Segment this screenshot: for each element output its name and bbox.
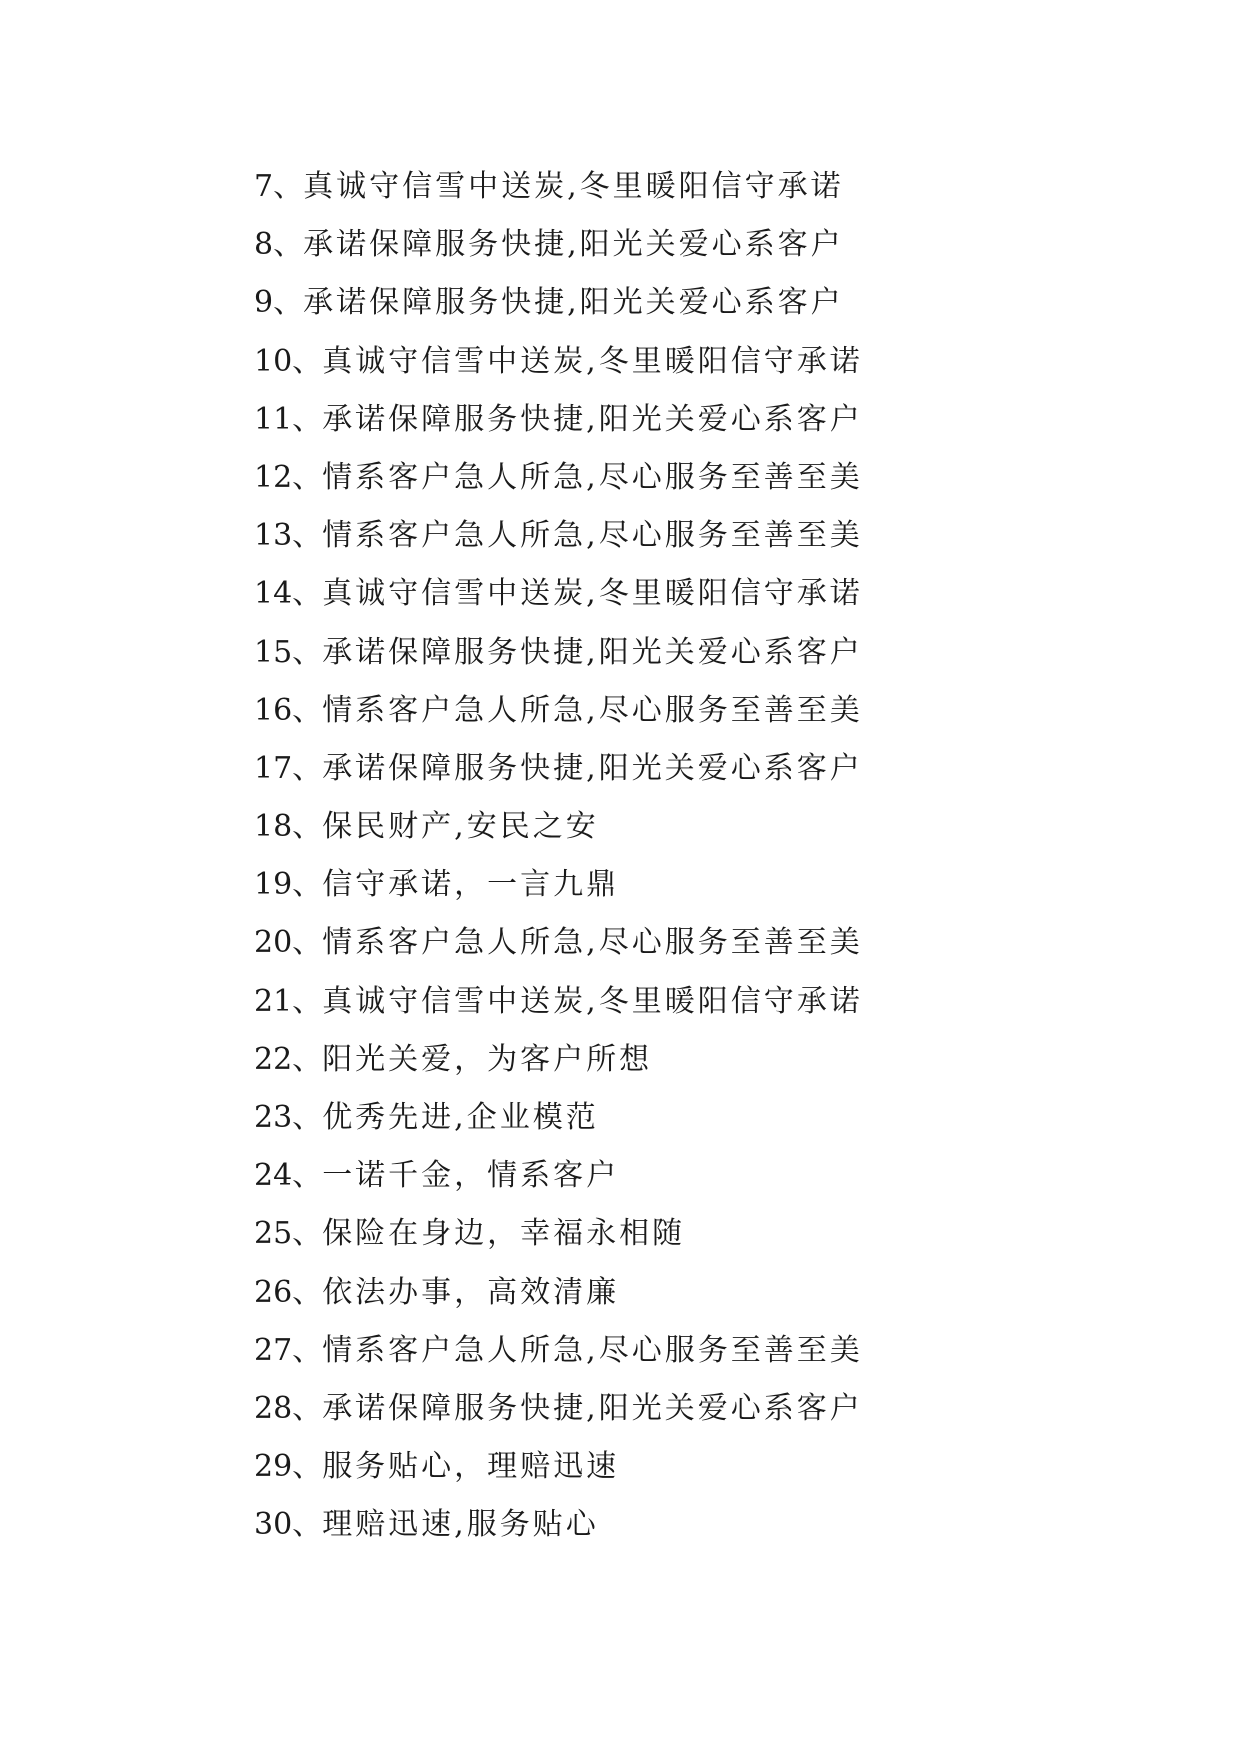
item-number: 24、 — [254, 1158, 323, 1194]
item-text: 服务贴心，理赔迅速 — [322, 1449, 620, 1485]
item-number: 18、 — [254, 809, 323, 845]
item-number: 21、 — [254, 983, 323, 1019]
item-number: 25、 — [254, 1216, 323, 1252]
item-number: 7、 — [254, 169, 304, 204]
item-number: 17、 — [254, 750, 323, 786]
item-text: 情系客户急人所急,尽心服务至善至美 — [322, 925, 863, 961]
list-item — [254, 973, 863, 1031]
item-text: 承诺保障服务快捷,阳光关爱心系客户 — [322, 634, 863, 670]
list-item — [254, 1147, 863, 1205]
item-number: 8、 — [254, 227, 304, 263]
item-number: 28、 — [254, 1390, 323, 1426]
list-item — [254, 914, 863, 972]
list-item — [254, 216, 863, 274]
item-number: 29、 — [254, 1449, 323, 1485]
list-item — [254, 682, 863, 740]
list-item — [254, 1496, 863, 1554]
list-item — [254, 1264, 863, 1322]
list-item — [254, 391, 863, 449]
item-text: 情系客户急人所急,尽心服务至善至美 — [322, 692, 863, 728]
list-item — [254, 856, 863, 914]
list-item — [254, 449, 863, 507]
list-item — [254, 1031, 863, 1089]
slogan-list — [254, 158, 863, 1555]
item-number: 11、 — [254, 401, 323, 437]
item-text: 真诚守信雪中送炭,冬里暖阳信守承诺 — [322, 983, 863, 1019]
list-item — [254, 740, 863, 798]
item-text: 情系客户急人所急,尽心服务至善至美 — [322, 1332, 863, 1368]
item-text: 真诚守信雪中送炭,冬里暖阳信守承诺 — [303, 169, 844, 204]
item-number: 13、 — [254, 518, 323, 554]
item-number: 10、 — [254, 343, 323, 379]
list-item — [254, 1322, 863, 1380]
list-item — [254, 1438, 863, 1496]
item-text: 情系客户急人所急,尽心服务至善至美 — [322, 518, 863, 554]
item-text: 承诺保障服务快捷,阳光关爱心系客户 — [322, 401, 863, 437]
list-item — [254, 1380, 863, 1438]
list-item — [254, 624, 863, 682]
item-text: 承诺保障服务快捷,阳光关爱心系客户 — [322, 1390, 863, 1426]
item-number: 20、 — [254, 925, 323, 961]
item-text: 承诺保障服务快捷,阳光关爱心系客户 — [303, 227, 844, 263]
list-item — [254, 333, 863, 391]
item-text: 阳光关爱，为客户所想 — [322, 1041, 653, 1077]
list-item — [254, 1089, 863, 1147]
item-number: 14、 — [254, 576, 323, 612]
item-text: 理赔迅速,服务贴心 — [322, 1507, 599, 1543]
item-number: 27、 — [254, 1332, 323, 1368]
item-number: 26、 — [254, 1274, 323, 1310]
item-number: 9、 — [254, 285, 304, 321]
item-text: 真诚守信雪中送炭,冬里暖阳信守承诺 — [322, 343, 863, 379]
item-text: 依法办事，高效清廉 — [322, 1274, 620, 1310]
item-number: 12、 — [254, 459, 323, 495]
item-text: 情系客户急人所急,尽心服务至善至美 — [322, 459, 863, 495]
list-item — [254, 274, 863, 332]
item-number: 16、 — [254, 692, 323, 728]
list-item — [254, 1205, 863, 1263]
item-text: 真诚守信雪中送炭,冬里暖阳信守承诺 — [322, 576, 863, 612]
item-text: 保险在身边，幸福永相随 — [322, 1216, 686, 1252]
item-text: 一诺千金，情系客户 — [322, 1158, 620, 1194]
list-item — [254, 798, 863, 856]
item-number: 15、 — [254, 634, 323, 670]
item-number: 23、 — [254, 1100, 323, 1135]
item-text: 承诺保障服务快捷,阳光关爱心系客户 — [322, 750, 863, 786]
item-text: 信守承诺，一言九鼎 — [322, 867, 620, 903]
list-item — [254, 158, 863, 216]
item-text: 承诺保障服务快捷,阳光关爱心系客户 — [303, 285, 844, 321]
item-number: 19、 — [254, 867, 323, 903]
item-text: 优秀先进,企业模范 — [322, 1100, 599, 1135]
item-number: 30、 — [254, 1507, 323, 1543]
list-item — [254, 507, 863, 565]
list-item — [254, 565, 863, 623]
item-number: 22、 — [254, 1041, 323, 1077]
item-text: 保民财产,安民之安 — [322, 809, 599, 845]
